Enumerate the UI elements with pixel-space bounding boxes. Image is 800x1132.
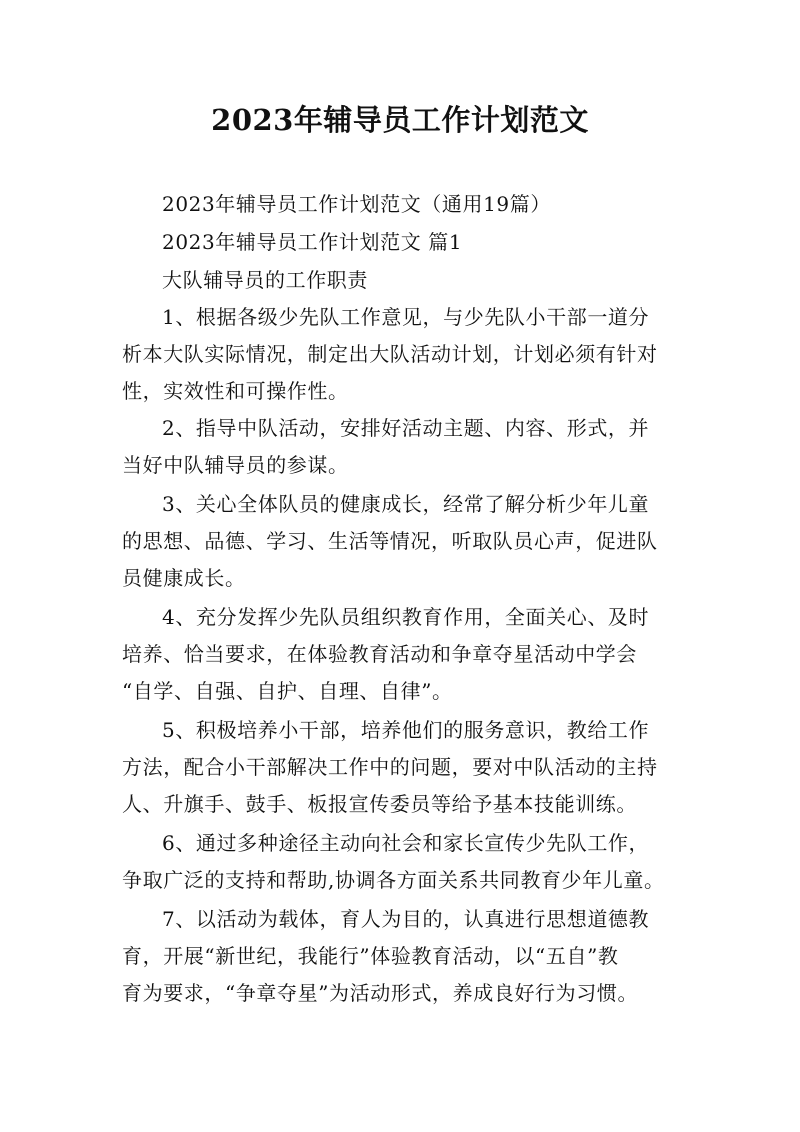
item1-line3: 性，实效性和可操作性。 (122, 379, 349, 403)
item3-line2: 的思想、品德、学习、生活等情况，听取队员心声，促进队 (122, 529, 658, 553)
duties-heading: 大队辅导员的工作职责 (162, 268, 368, 292)
item7-line1: 7、以活动为载体，育人为目的，认真进行思想道德教 (162, 907, 650, 931)
item4-line3: “自学、自强、自护、自理、自律”。 (122, 679, 453, 703)
item3-line3: 员健康成长。 (122, 566, 246, 590)
item7-line3: 育为要求，“争章夺星”为活动形式，养成良好行为习惯。 (122, 981, 639, 1005)
item1-line2: 析本大队实际情况，制定出大队活动计划，计划必须有针对 (122, 342, 658, 366)
document-subtitle: 2023年辅导员工作计划范文（通用19篇） (162, 192, 551, 216)
item5-line1: 5、积极培养小干部，培养他们的服务意识，教给工作 (162, 718, 650, 742)
item4-line2: 培养、恰当要求，在体验教育活动和争章夺星活动中学会 (122, 642, 637, 666)
item2-line2: 当好中队辅导员的参谋。 (122, 453, 349, 477)
item3-line1: 3、关心全体队员的健康成长，经常了解分析少年儿童 (162, 492, 650, 516)
item7-line2: 育，开展“新世纪，我能行”体验教育活动，以“五自”教 (122, 944, 619, 968)
section-heading: 2023年辅导员工作计划范文 篇1 (162, 230, 463, 254)
item2-line1: 2、指导中队活动，安排好活动主题、内容、形式，并 (162, 416, 650, 440)
item4-line1: 4、充分发挥少先队员组织教育作用，全面关心、及时 (162, 605, 650, 629)
item5-line3: 人、升旗手、鼓手、板报宣传委员等给予基本技能训练。 (122, 792, 637, 816)
item5-line2: 方法，配合小干部解决工作中的问题，要对中队活动的主持 (122, 755, 658, 779)
document-title: 2023年辅导员工作计划范文 (211, 103, 589, 137)
item1-line1: 1、根据各级少先队工作意见，与少先队小干部一道分 (162, 305, 650, 329)
item6-line1: 6、通过多种途径主动向社会和家长宣传少先队工作， (162, 831, 650, 855)
item6-line2: 争取广泛的支持和帮助,协调各方面关系共同教育少年儿童。 (122, 868, 665, 892)
